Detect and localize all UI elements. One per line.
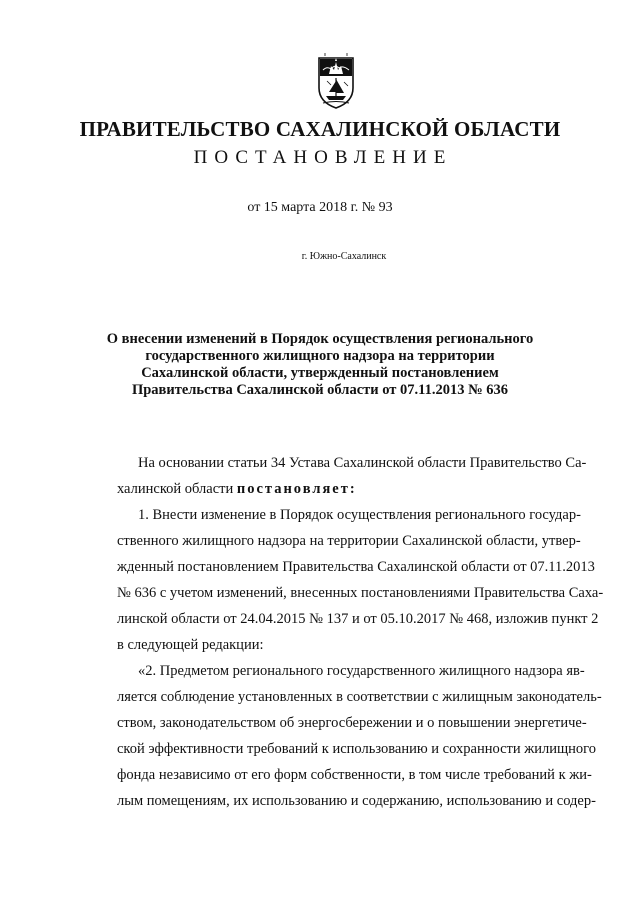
government-title: ПРАВИТЕЛЬСТВО САХАЛИНСКОЙ ОБЛАСТИ <box>79 117 561 141</box>
body-line: «2. Предметом регионального государственного жилищного надзора яв- <box>138 663 585 679</box>
body-line: лым помещениям, их использованию и содержанию, использованию и содер- <box>117 793 596 809</box>
body-line: 1. Внести изменение в Порядок осуществления регионального государ- <box>138 507 581 523</box>
coat-of-arms-icon <box>317 52 355 110</box>
subject-line: государственного жилищного надзора на территории <box>145 348 495 364</box>
subject-line: Сахалинской области, утвержденный постановлением <box>141 365 499 381</box>
resolution-keyword: постановляет: <box>236 481 357 497</box>
document-city: г. Южно-Сахалинск <box>301 251 387 262</box>
subject-line: Правительства Сахалинской области от 07.11.2013 № 636 <box>131 382 509 398</box>
subject-line: О внесении изменений в Порядок осуществления регионального <box>106 331 534 347</box>
body-text-fragment: халинской области <box>117 481 237 497</box>
body-line: в следующей редакции: <box>117 637 264 653</box>
document-subject <box>90 331 550 399</box>
body-line: линской области от 24.04.2015 № 137 и от 05.10.2017 № 468, изложив пункт 2 <box>117 611 599 627</box>
document-type: ПОСТАНОВЛЕНИЕ <box>193 147 453 168</box>
body-line: № 636 с учетом изменений, внесенных постановлениями Правительства Саха- <box>117 585 604 601</box>
body-line: фонда независимо от его форм собственности, в том числе требований к жи- <box>117 767 592 783</box>
body-line: ляется соблюдение установленных в соответствии с жилищным законодатель- <box>117 689 602 705</box>
body-line: ством, законодательством об энергосбережении и о повышении энергетиче- <box>117 715 587 731</box>
body-line: ской эффективности требований к использованию и сохранности жилищного <box>117 741 597 757</box>
document-body <box>117 450 604 814</box>
body-line: ственного жилищного надзора на территории Сахалинской области, утвер- <box>117 533 581 549</box>
body-line: жденный постановлением Правительства Сахалинской области от 07.11.2013 <box>117 559 595 575</box>
body-line: На основании статьи 34 Устава Сахалинской области Правительство Са- <box>138 455 587 471</box>
body-line <box>117 476 597 502</box>
document-date-number: от 15 марта 2018 г. № 93 <box>247 200 393 215</box>
